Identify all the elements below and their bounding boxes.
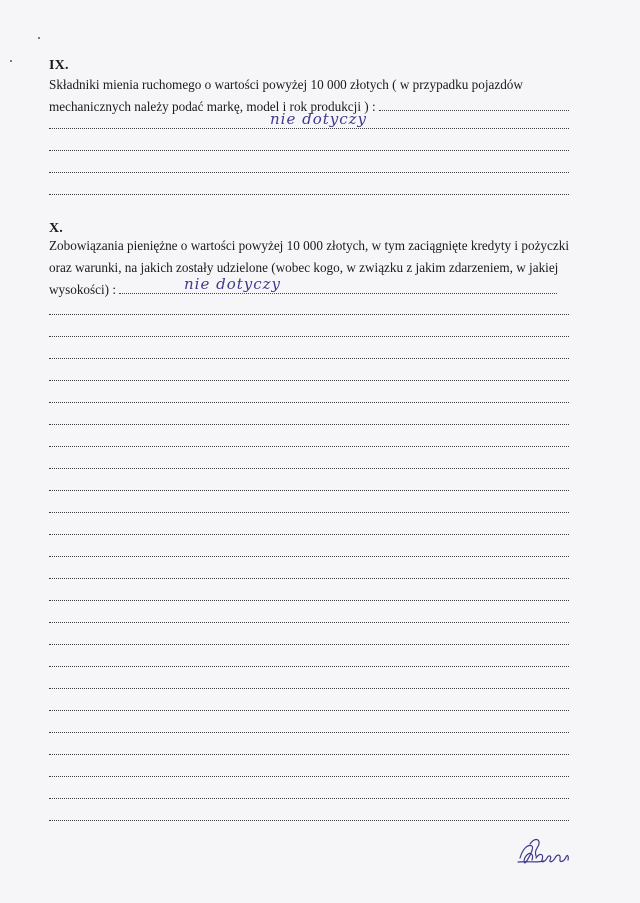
answer-line: [49, 358, 569, 359]
answer-line: [49, 754, 569, 755]
answer-line: [49, 172, 569, 173]
section-x-question-line3: wysokości) :: [49, 282, 117, 297]
section-x-question: [49, 235, 569, 301]
scan-speck: [10, 60, 12, 62]
answer-line: [49, 380, 569, 381]
section-x-heading: X.: [49, 221, 64, 236]
answer-line: [49, 798, 569, 799]
scan-speck: [38, 37, 40, 39]
answer-line: [49, 578, 569, 579]
answer-line: [49, 622, 569, 623]
answer-line: [49, 512, 569, 513]
answer-line: [49, 468, 569, 469]
answer-line: [49, 128, 569, 129]
answer-line: [49, 446, 569, 447]
answer-line: [49, 490, 569, 491]
answer-line: [49, 194, 569, 195]
answer-line: [49, 402, 569, 403]
section-ix-question-line2: mechanicznych należy podać markę, model i rok produkcji ) :: [49, 99, 376, 114]
answer-line: [49, 776, 569, 777]
section-ix-question-line1: Składniki mienia ruchomego o wartości powyżej 10 000 złotych ( w przypadku pojazdów: [49, 77, 523, 92]
answer-line: [49, 666, 569, 667]
answer-line: [49, 314, 569, 315]
answer-line: [49, 644, 569, 645]
answer-dotted-fill: [379, 108, 569, 111]
answer-line: [49, 424, 569, 425]
answer-line: [49, 556, 569, 557]
section-ix-handwritten-answer: nie dotyczy: [270, 110, 368, 128]
answer-line: [49, 534, 569, 535]
section-x-handwritten-answer: nie dotyczy: [184, 275, 282, 293]
section-x-question-line1: Zobowiązania pieniężne o wartości powyżej 10 000 złotych, w tym zaciągnięte kredyty i pożyczki: [49, 238, 569, 253]
answer-line: [49, 820, 569, 821]
section-ix-heading: IX.: [49, 58, 69, 73]
answer-line: [49, 150, 569, 151]
answer-line: [49, 688, 569, 689]
section-x-question-line2: oraz warunki, na jakich zostały udzielone (wobec kogo, w związku z jakim zdarzeniem, w jakiej: [49, 260, 559, 275]
answer-line: [49, 710, 569, 711]
answer-line: [49, 732, 569, 733]
handwritten-signature: [514, 836, 574, 870]
answer-line: [49, 336, 569, 337]
answer-line: [49, 600, 569, 601]
